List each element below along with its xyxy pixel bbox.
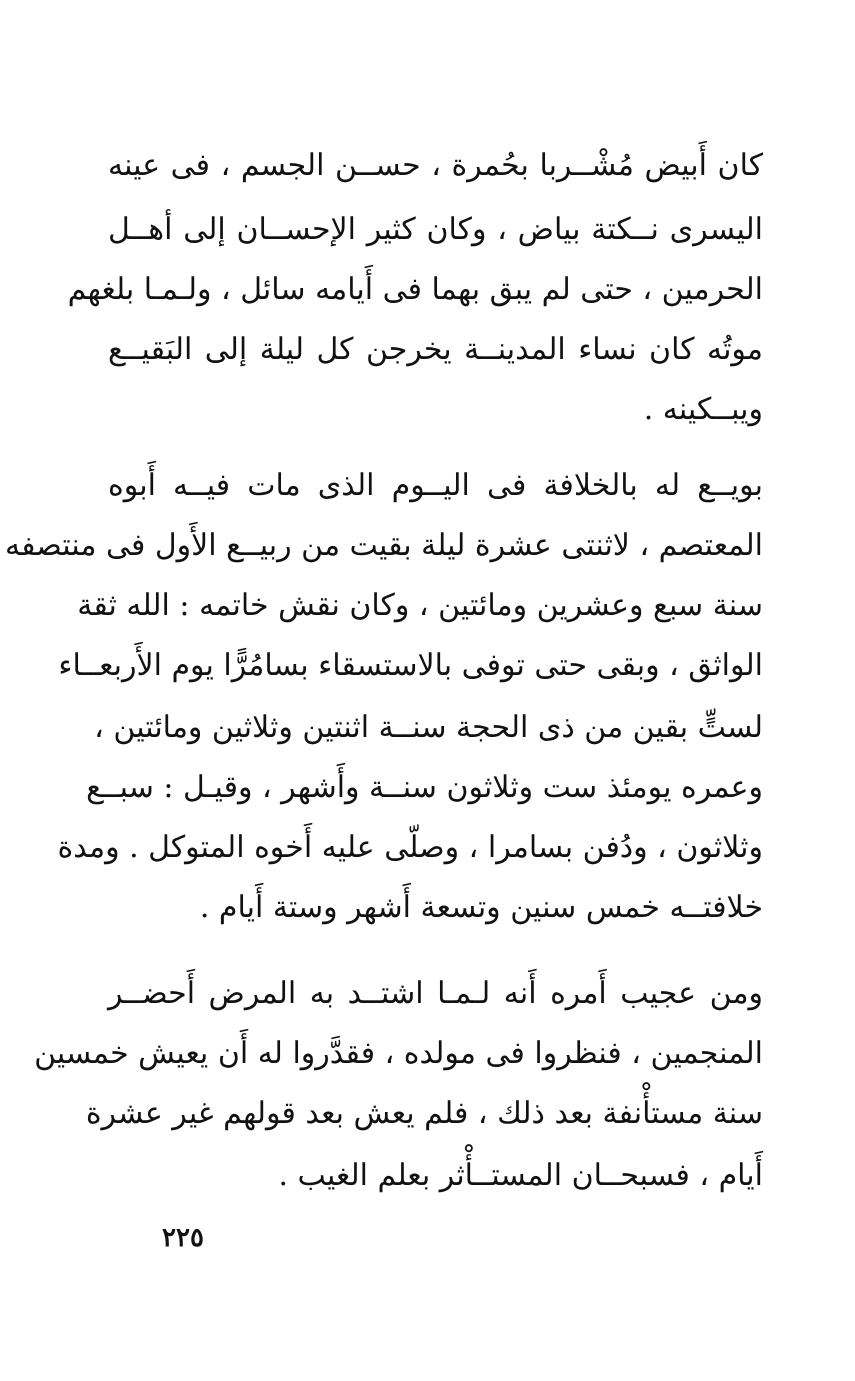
paragraph-1-line-5: ويبــكينه . [643, 392, 763, 427]
paragraph-2-line-4: الواثق ، وبقى حتى توفى بالاستسقاء بسامُرًّا يوم الأَربعــاء [58, 648, 763, 683]
paragraph-2-line-2: المعتصم ، لاثنتى عشرة ليلة بقيت من ربيــع الأَول فى منتصفه [5, 528, 763, 563]
paragraph-2-line-7: وثلاثون ، ودُفن بسامرا ، وصلّى عليه أَخوه المتوكل . ومدة [57, 830, 763, 865]
paragraph-3-line-3: سنة مستأْنفة بعد ذلك ، فلم يعش بعد قولهم غير عشرة [85, 1096, 763, 1131]
paragraph-1-line-3: الحرمين ، حتى لم يبق بهما فى أَيامه سائل ، ولـمـا بلغهم [67, 272, 763, 307]
paragraph-2-line-6: وعمره يومئذ ست وثلاثون سنــة وأَشهر ، وقيـل : سبــع [86, 770, 763, 805]
paragraph-3-line-2: المنجمين ، فنظروا فى مولده ، فقدَّروا له أَن يعيش خمسين [34, 1036, 763, 1071]
paragraph-2-line-8: خلافتــه خمس سنين وتسعة أَشهر وستة أَيام . [199, 890, 763, 925]
paragraph-3-line-1: ومن عجيب أَمره أَنه لـمـا اشتــد به المرض أَحضــر [108, 976, 763, 1011]
paragraph-1-line-4: موتُه كان نساء المدينــة يخرجن كل ليلة إلى البَقيــع [108, 332, 763, 367]
paragraph-1-line-2: اليسرى نــكتة بياض ، وكان كثير الإحســان إلى أهــل [108, 212, 763, 247]
paragraph-2-line-3: سنة سبع وعشرين ومائتين ، وكان نقش خاتمه : الله ثقة [77, 588, 763, 623]
paragraph-1-line-1: كان أَبيض مُشْــربا بحُمرة ، حســن الجسم ، فى عينه [108, 148, 763, 183]
paragraph-2-line-1: بويــع له بالخلافة فى اليــوم الذى مات فيــه أَبوه [108, 468, 763, 503]
paragraph-2-line-5: لستٍّ بقين من ذى الحجة سنــة اثنتين وثلاثين ومائتين ، [94, 710, 763, 745]
page-number: ٢٢٥ [162, 1223, 204, 1253]
paragraph-3-line-4: أَيام ، فسبحــان المستــأْثر بعلم الغيب . [278, 1158, 763, 1193]
